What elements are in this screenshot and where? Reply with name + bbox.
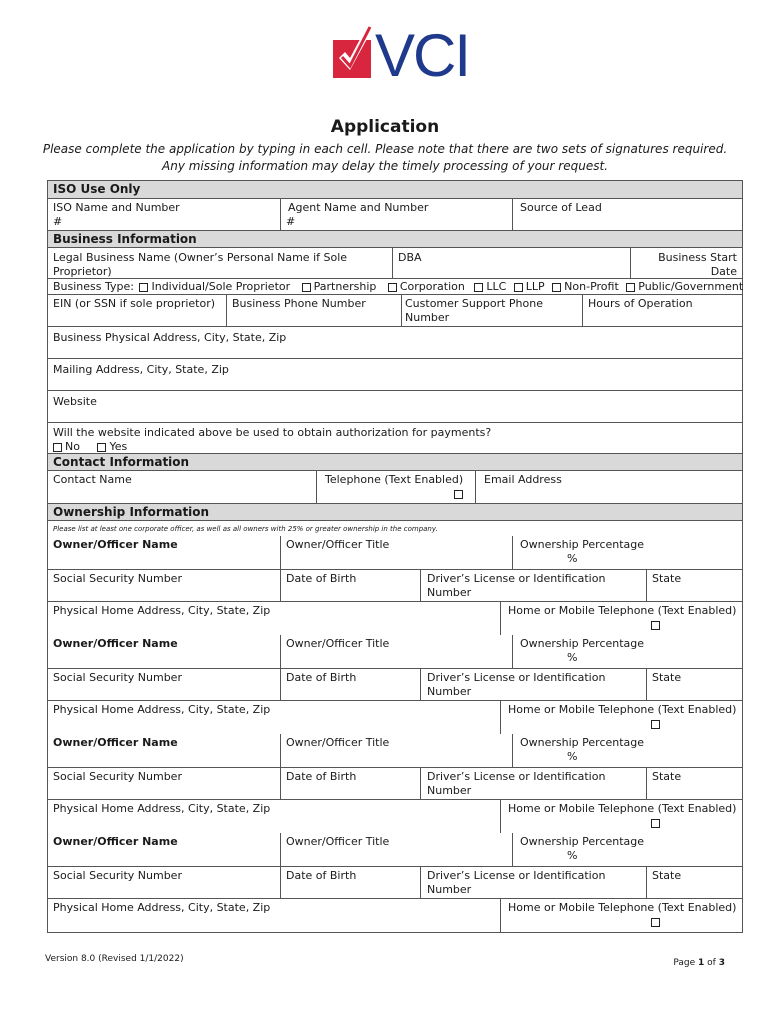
- checkbox-home-text-enabled[interactable]: [651, 819, 660, 828]
- section-header-contact: Contact Information: [48, 453, 742, 470]
- business-start-date-field[interactable]: Business Start Date: [630, 248, 742, 278]
- instructions-line-2: Any missing information may delay the timely processing of your request.: [162, 159, 608, 173]
- home-phone-field[interactable]: Home or Mobile Telephone (Text Enabled): [500, 899, 742, 932]
- owner-name-field[interactable]: Owner/Officer Name: [53, 736, 178, 749]
- home-address-field[interactable]: Physical Home Address, City, State, Zip: [53, 901, 271, 914]
- owner-name-row: [48, 833, 742, 866]
- owner-id-row: [48, 668, 742, 700]
- business-name-row: [48, 247, 742, 278]
- drivers-license-field[interactable]: Driver’s License or Identification Number: [420, 669, 646, 700]
- logo-text: VCI: [375, 22, 470, 89]
- ownership-note: Please list at least one corporate officer, as well as all owners with 25% or greater ownership in the company.: [48, 520, 742, 536]
- owner-id-row: [48, 569, 742, 601]
- owner-title-field[interactable]: Owner/Officer Title: [280, 536, 512, 569]
- customer-support-phone-field[interactable]: Customer Support Phone Number: [401, 295, 582, 326]
- agent-name-field[interactable]: Agent Name and Number #: [280, 199, 512, 230]
- website-authorization-row: Will the website indicated above be used to obtain authorization for payments? No Yes: [48, 422, 742, 453]
- owner-title-field[interactable]: Owner/Officer Title: [280, 635, 512, 668]
- date-of-birth-field[interactable]: Date of Birth: [280, 768, 420, 799]
- contact-row: [48, 470, 742, 503]
- ssn-field[interactable]: Social Security Number: [53, 869, 182, 882]
- state-field[interactable]: State: [646, 669, 742, 700]
- owner-title-field[interactable]: Owner/Officer Title: [280, 833, 512, 866]
- owner-address-row: [48, 799, 742, 833]
- owner-block: [48, 635, 742, 734]
- ssn-field[interactable]: Social Security Number: [53, 572, 182, 585]
- owner-name-field[interactable]: Owner/Officer Name: [53, 538, 178, 551]
- owner-name-field[interactable]: Owner/Officer Name: [53, 637, 178, 650]
- checkbox-llc[interactable]: [474, 283, 483, 292]
- contact-name-field[interactable]: Contact Name: [53, 473, 132, 486]
- business-physical-address-field[interactable]: Business Physical Address, City, State, Zip: [48, 326, 742, 358]
- owner-id-row: [48, 866, 742, 898]
- drivers-license-field[interactable]: Driver’s License or Identification Number: [420, 768, 646, 799]
- iso-row: [48, 198, 742, 230]
- application-form: [47, 180, 743, 933]
- state-field[interactable]: State: [646, 570, 742, 601]
- owner-name-row: [48, 734, 742, 767]
- iso-name-field[interactable]: ISO Name and Number #: [53, 201, 180, 228]
- date-of-birth-field[interactable]: Date of Birth: [280, 669, 420, 700]
- page-number: Page 1 of 3: [673, 958, 725, 968]
- ownership-percentage-field[interactable]: Ownership Percentage %: [512, 734, 742, 767]
- owner-address-row: [48, 898, 742, 932]
- ssn-field[interactable]: Social Security Number: [53, 770, 182, 783]
- section-header-business: Business Information: [48, 230, 742, 247]
- checkbox-sole-proprietor[interactable]: [139, 283, 148, 292]
- owner-block: [48, 833, 742, 932]
- owner-block: [48, 734, 742, 833]
- ownership-percentage-field[interactable]: Ownership Percentage %: [512, 635, 742, 668]
- dba-field[interactable]: DBA: [392, 248, 630, 278]
- state-field[interactable]: State: [646, 867, 742, 898]
- checkbox-home-text-enabled[interactable]: [651, 720, 660, 729]
- owner-id-row: [48, 767, 742, 799]
- checkbox-website-yes[interactable]: [97, 443, 106, 452]
- owner-address-row: [48, 601, 742, 635]
- business-type-label: Business Type:: [53, 280, 134, 293]
- owner-block: [48, 536, 742, 635]
- owner-name-row: [48, 635, 742, 668]
- checkbox-partnership[interactable]: [302, 283, 311, 292]
- source-of-lead-field[interactable]: Source of Lead: [512, 199, 742, 230]
- checkbox-home-text-enabled[interactable]: [651, 621, 660, 630]
- checkbox-contact-text-enabled[interactable]: [454, 490, 463, 499]
- checkbox-home-text-enabled[interactable]: [651, 918, 660, 927]
- mailing-address-field[interactable]: Mailing Address, City, State, Zip: [48, 358, 742, 390]
- business-phone-row: [48, 294, 742, 326]
- ein-field[interactable]: EIN (or SSN if sole proprietor): [53, 297, 216, 310]
- state-field[interactable]: State: [646, 768, 742, 799]
- checkbox-llp[interactable]: [514, 283, 523, 292]
- owner-name-row: [48, 536, 742, 569]
- website-question: Will the website indicated above be used to obtain authorization for payments?: [53, 426, 492, 439]
- legal-business-name-field[interactable]: Legal Business Name (Owner’s Personal Name if Sole Proprietor): [53, 251, 348, 278]
- hours-of-operation-field[interactable]: Hours of Operation: [582, 295, 742, 326]
- ssn-field[interactable]: Social Security Number: [53, 671, 182, 684]
- checkbox-public-government[interactable]: [626, 283, 635, 292]
- home-phone-field[interactable]: Home or Mobile Telephone (Text Enabled): [500, 701, 742, 734]
- business-phone-field[interactable]: Business Phone Number: [226, 295, 401, 326]
- contact-email-field[interactable]: Email Address: [475, 471, 742, 503]
- home-phone-field[interactable]: Home or Mobile Telephone (Text Enabled): [500, 602, 742, 635]
- checkbox-non-profit[interactable]: [552, 283, 561, 292]
- section-header-iso: ISO Use Only: [48, 181, 742, 198]
- home-address-field[interactable]: Physical Home Address, City, State, Zip: [53, 604, 271, 617]
- drivers-license-field[interactable]: Driver’s License or Identification Number: [420, 570, 646, 601]
- owner-title-field[interactable]: Owner/Officer Title: [280, 734, 512, 767]
- home-phone-field[interactable]: Home or Mobile Telephone (Text Enabled): [500, 800, 742, 833]
- website-field[interactable]: Website: [48, 390, 742, 422]
- home-address-field[interactable]: Physical Home Address, City, State, Zip: [53, 802, 271, 815]
- checkbox-corporation[interactable]: [388, 283, 397, 292]
- drivers-license-field[interactable]: Driver’s License or Identification Number: [420, 867, 646, 898]
- contact-telephone-field[interactable]: Telephone (Text Enabled): [316, 471, 475, 503]
- owner-address-row: [48, 700, 742, 734]
- date-of-birth-field[interactable]: Date of Birth: [280, 570, 420, 601]
- ownership-percentage-field[interactable]: Ownership Percentage %: [512, 833, 742, 866]
- owner-name-field[interactable]: Owner/Officer Name: [53, 835, 178, 848]
- date-of-birth-field[interactable]: Date of Birth: [280, 867, 420, 898]
- checkbox-website-no[interactable]: [53, 443, 62, 452]
- page-title: Application: [330, 117, 440, 137]
- business-type-row: Business Type: Individual/Sole Proprietor Partnership Corporation LLC LLP Non-Profit Public/Government: [48, 278, 742, 294]
- ownership-percentage-field[interactable]: Ownership Percentage %: [512, 536, 742, 569]
- home-address-field[interactable]: Physical Home Address, City, State, Zip: [53, 703, 271, 716]
- instructions-line-1: Please complete the application by typing in each cell. Please note that there are two sets of signatures required.: [42, 142, 728, 156]
- version-label: Version 8.0 (Revised 1/1/2022): [45, 954, 184, 964]
- section-header-ownership: Ownership Information: [48, 503, 742, 520]
